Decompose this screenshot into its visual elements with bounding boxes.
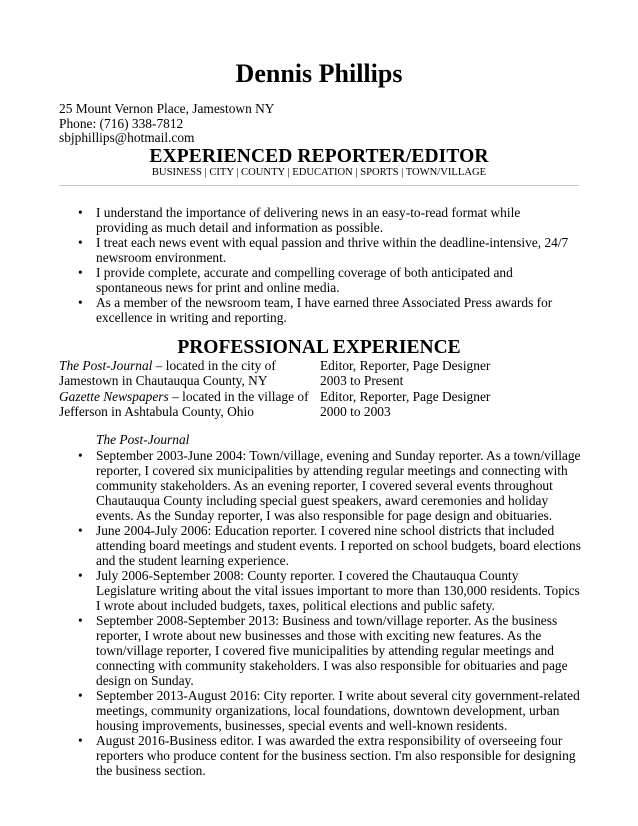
headline-title: EXPERIENCED REPORTER/EDITOR — [149, 146, 489, 167]
phone-line: Phone: (716) 338-7812 — [59, 115, 184, 131]
email-line: sbjphillips@hotmail.com — [59, 130, 195, 145]
summary-list — [59, 205, 574, 325]
experience-heading: PROFESSIONAL EXPERIENCE — [177, 337, 461, 358]
summary-item: • I understand the importance of delivering news in an easy-to-read format while providing as much detail and information as possible. — [78, 205, 521, 235]
experience-detail-item: • September 2008-September 2013: Business and town/village reporter. As the business reporter, I wrote about new businesses and those with exciting new features. As the town/village reporter, I covered five municipalities by attending regular meetings and connecting with community stakeholders. I was also responsible for obituaries and page design on Sunday. — [78, 613, 568, 688]
job-employer-block — [59, 389, 314, 419]
job-entry — [59, 358, 579, 388]
address-line: 25 Mount Vernon Place, Jamestown NY — [59, 101, 275, 116]
experience-detail-item: • September 2003-June 2004: Town/village, evening and Sunday reporter. As a town/village reporter, I covered six municipalities by attending regular meetings and connecting with community stakeholders. As an evening reporter, I covered several events throughout Chautauqua County including special guest speakers, award ceremonies and holiday events. As the Sunday reporter, I was also responsible for page design and obituaries. — [78, 448, 581, 523]
headline-areas: BUSINESS | CITY | COUNTY | EDUCATION | SPORTS | TOWN/VILLAGE — [151, 167, 487, 178]
summary-item: • As a member of the newsroom team, I have earned three Associated Press awards for excellence in writing and reporting. — [78, 295, 553, 325]
job-list — [59, 358, 579, 419]
job-location: – located in the village of Jefferson in Ashtabula County, Ohio — [59, 389, 309, 419]
job-role: Editor, Reporter, Page Designer — [320, 358, 491, 373]
job-employer-block — [59, 358, 314, 388]
contact-block — [59, 102, 274, 146]
job-role: Editor, Reporter, Page Designer — [320, 389, 491, 404]
job-dates: 2000 to 2003 — [320, 404, 391, 419]
summary-item: • I provide complete, accurate and compelling coverage of both anticipated and spontaneous news for print and online media. — [78, 265, 513, 295]
resume-name: Dennis Phillips — [235, 59, 403, 88]
job-employer: Gazette Newspapers — [59, 389, 169, 404]
job-role-block — [320, 389, 580, 419]
experience-detail-item: • August 2016-Business editor. I was awarded the extra responsibility of overseeing four reporters who produce content for the business section. I'm also responsible for designing the business section. — [78, 733, 576, 778]
experience-detail-item: • July 2006-September 2008: County reporter. I covered the Chautauqua County Legislature writing about the vital issues important to more than 130,000 residents. Topics I wrote about included budgets, taxes, political elections and public safety. — [78, 568, 580, 613]
experience-detail-item: • September 2013-August 2016: City reporter. I write about several city government-related meetings, community organizations, local foundations, downtown development, urban housing improvements, businesses, special events and well-known residents. — [78, 688, 580, 733]
experience-detail-list — [59, 448, 581, 778]
job-location: – located in the city of Jamestown in Chautauqua County, NY — [59, 358, 276, 388]
job-dates: 2003 to Present — [320, 373, 404, 388]
job-entry — [59, 389, 579, 419]
detail-heading: The Post-Journal — [96, 432, 190, 447]
header-divider — [59, 185, 579, 186]
experience-detail-item: • June 2004-July 2006: Education reporter. I covered nine school districts that included attending board meetings and student events. I reported on school budgets, board elections and the student learning experience. — [78, 523, 581, 568]
job-employer: The Post-Journal — [59, 358, 153, 373]
summary-item: • I treat each news event with equal passion and thrive within the deadline-intensive, 24/7 newsroom environment. — [78, 235, 569, 265]
job-role-block — [320, 358, 580, 388]
